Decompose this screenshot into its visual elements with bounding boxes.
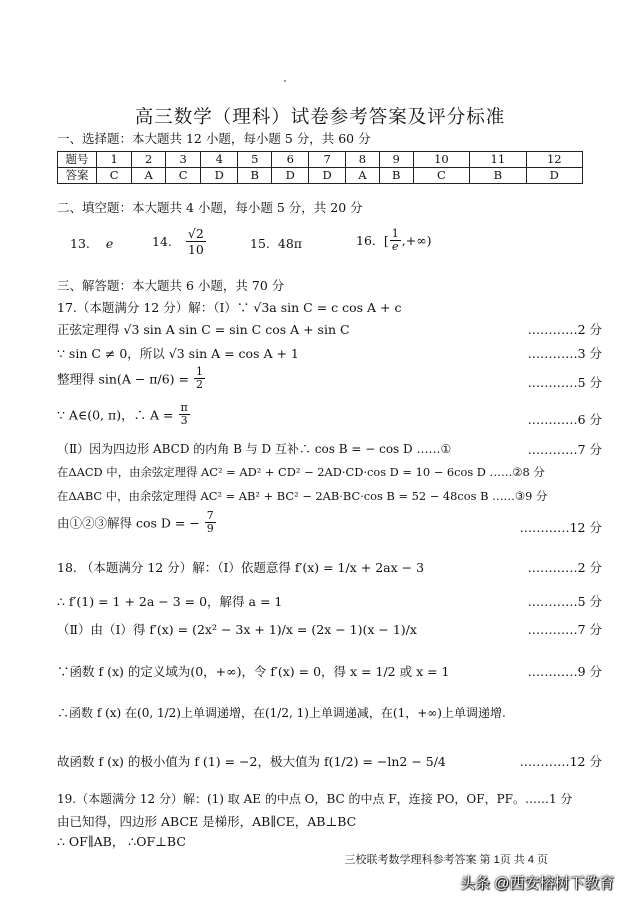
- table-cell: 4: [201, 152, 238, 168]
- q18-score3: …………7 分: [527, 622, 602, 637]
- section1-heading: 一、选择题：本大题共 12 小题，每小题 5 分，共 60 分: [57, 131, 371, 146]
- q15-number: 15.: [250, 236, 270, 251]
- q16-number: 16.: [356, 233, 376, 248]
- q16-denominator: e: [392, 240, 399, 253]
- q17-line4-fraction: [194, 366, 205, 391]
- table-cell: 5: [238, 152, 272, 168]
- q17-line4-text: 整理得 sin(A − π/6) =: [57, 371, 193, 387]
- q14-fraction: [186, 226, 206, 257]
- table-cell: D: [526, 168, 582, 184]
- q14-number: 14.: [152, 234, 172, 249]
- q17-line7: 在ΔACD 中，由余弦定理得 AC² = AD² + CD² − 2AD·CD·cos D = 10 − 6cos D ……②8 分: [57, 465, 545, 479]
- table-cell: 10: [413, 152, 469, 168]
- q17-line5-numerator: π: [180, 401, 188, 414]
- q15-answer: 48π: [277, 236, 302, 251]
- q17-line6: （Ⅱ）因为四边形 ABCD 的内角 B 与 D 互补∴ cos B = − cos D ……①: [57, 442, 452, 456]
- q17-line5-denominator: 3: [180, 414, 188, 427]
- q17-score6: …………7 分: [527, 442, 602, 457]
- q17-line9-denominator: 9: [206, 522, 214, 535]
- q17-line4-numerator: 1: [195, 365, 203, 378]
- q13-answer: e: [105, 236, 114, 251]
- q17-line5-text: ∵ A∈(0, π)，∴ A =: [57, 407, 178, 423]
- q14-denominator: 10: [187, 242, 204, 257]
- table-header-cell: 题号: [58, 152, 97, 168]
- q18-line1: 18. （本题满分 12 分）解：（Ⅰ）依题意得 f′(x) = 1/x + 2ax − 3: [57, 560, 425, 575]
- table-cell: D: [201, 168, 238, 184]
- watermark-text: 头条 @西安榕树下教育: [460, 875, 615, 892]
- fill-q15: [250, 236, 302, 251]
- table-cell: 6: [272, 152, 309, 168]
- table-cell: C: [165, 168, 200, 184]
- table-cell: 9: [379, 152, 413, 168]
- table-cell: C: [413, 168, 469, 184]
- answer-table: [57, 151, 583, 184]
- q16-interval-rest: ,+∞): [401, 233, 432, 248]
- q19-line2: 由已知得，四边形 ABCE 是梯形，AB∥CE，AB⊥BC: [57, 814, 357, 829]
- table-cell: 7: [309, 152, 346, 168]
- q17-line2: 正弦定理得 √3 sin A sin C = sin C cos A + sin C: [57, 322, 350, 337]
- table-cell: 11: [470, 152, 526, 168]
- table-row-answers: [58, 168, 583, 184]
- q17-line9-fraction: [205, 510, 216, 535]
- q17-score3: …………3 分: [527, 346, 602, 361]
- q17-line9-numerator: 7: [206, 509, 214, 522]
- q18-line2: ∴ f′(1) = 1 + 2a − 3 = 0，解得 a = 1: [57, 594, 283, 609]
- q17-line4-denominator: 2: [195, 378, 203, 391]
- q16-fraction: [390, 228, 401, 253]
- q17-score2: …………2 分: [527, 322, 602, 337]
- table-row-numbers: [58, 152, 583, 168]
- q18-line4: ∵函数 f (x) 的定义域为(0，+∞)，令 f′(x) = 0，得 x = 1/2 或 x = 1: [57, 664, 450, 679]
- q17-line3: ∵ sin C ≠ 0，所以 √3 sin A = cos A + 1: [57, 346, 299, 361]
- q17-score9: …………12 分: [519, 520, 602, 535]
- q16-bracket: [: [383, 233, 389, 248]
- watermark: [460, 872, 614, 893]
- fill-q13: [70, 236, 113, 251]
- q17-line5-fraction: [179, 402, 190, 427]
- page-title: 高三数学（理科）试卷参考答案及评分标准: [134, 107, 506, 128]
- q17-line1: 17.（本题满分 12 分）解：（Ⅰ）∵ √3a sin C = c cos A + c: [57, 300, 402, 315]
- table-cell: 1: [97, 152, 132, 168]
- q13-number: 13.: [70, 236, 90, 251]
- table-header-cell: 答案: [58, 168, 97, 184]
- table-cell: C: [97, 168, 132, 184]
- q18-score6: …………12 分: [519, 754, 602, 769]
- page-footer: 三校联考数学理科参考答案 第 1页 共 4 页: [344, 854, 548, 866]
- q18-score1: …………2 分: [527, 560, 602, 575]
- q18-line5: ∴函数 f (x) 在(0, 1/2)上单调递增，在(1/2, 1)上单调递减，在(1，+∞)上单调递增.: [57, 706, 506, 720]
- q17-line8: 在ΔABC 中，由余弦定理得 AC² = AB² + BC² − 2AB·BC·cos B = 52 − 48cos B ……③9 分: [57, 489, 548, 503]
- table-cell: B: [470, 168, 526, 184]
- q18-score4: …………9 分: [527, 664, 602, 679]
- table-cell: 8: [346, 152, 380, 168]
- q16-numerator: 1: [391, 227, 399, 240]
- q18-line6: 故函数 f (x) 的极小值为 f (1) = −2，极大值为 f(1/2) = −ln2 − 5/4: [57, 754, 446, 769]
- table-cell: B: [379, 168, 413, 184]
- table-cell: 3: [165, 152, 200, 168]
- table-cell: D: [272, 168, 309, 184]
- fill-q14: [152, 226, 207, 257]
- q18-line3: （Ⅱ）由（Ⅰ）得 f′(x) = (2x² − 3x + 1)/x = (2x − 1)(x − 1)/x: [57, 622, 417, 637]
- q18-score2: …………5 分: [527, 594, 602, 609]
- q19-line1: 19.（本题满分 12 分）解：(1) 取 AE 的中点 O，BC 的中点 F，连接 PO，OF，PF。……1 分: [57, 792, 573, 806]
- fill-q16: [356, 228, 432, 253]
- section3-heading: 三、解答题：本大题共 6 小题，共 70 分: [57, 278, 285, 293]
- q17-line4: [57, 366, 206, 391]
- table-cell: A: [346, 168, 380, 184]
- q17-line5: [57, 402, 191, 427]
- q17-line9-text: 由①②③解得 cos D = −: [57, 515, 204, 531]
- table-cell: B: [238, 168, 272, 184]
- scan-dot: [284, 80, 286, 82]
- table-cell: 2: [132, 152, 166, 168]
- section2-heading: 二、填空题：本大题共 4 小题，每小题 5 分，共 20 分: [57, 200, 363, 215]
- q17-score5: …………6 分: [527, 412, 602, 427]
- table-cell: A: [132, 168, 166, 184]
- table-cell: D: [309, 168, 346, 184]
- q17-line9: [57, 510, 217, 535]
- table-cell: 12: [526, 152, 582, 168]
- q19-line3: ∴ OF∥AB， ∴OF⊥BC: [57, 834, 186, 849]
- q17-score4: …………5 分: [527, 375, 602, 390]
- q14-numerator: √2: [187, 226, 204, 241]
